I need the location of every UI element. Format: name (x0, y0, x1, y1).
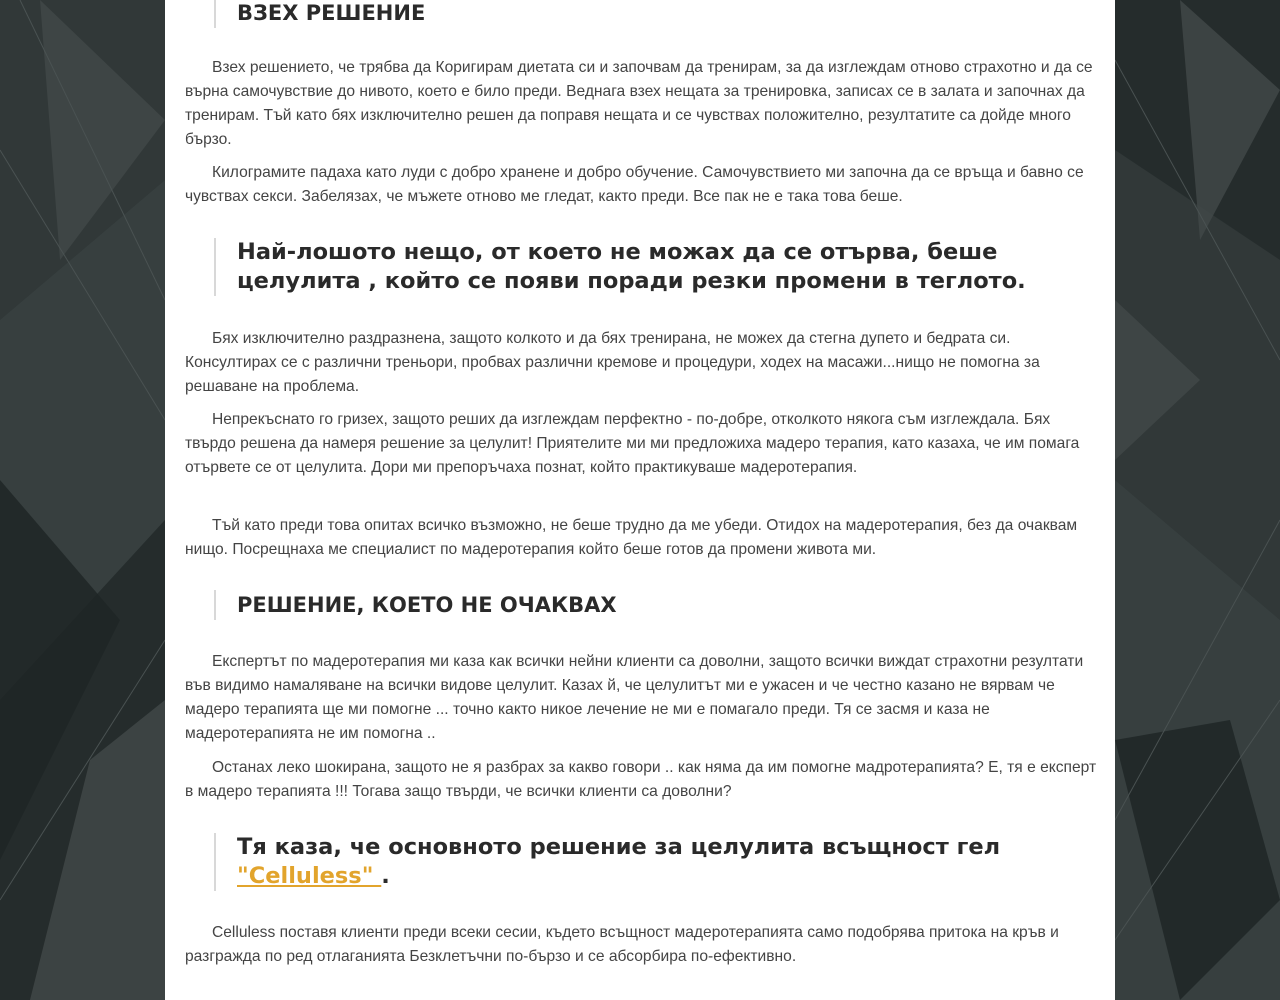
article-paragraph: Останах леко шокирана, защото не я разбрах за какво говори .. как няма да им помогне мадротерапията? Е, тя е експерт в мадеро терапията !!! Тогава защо твърди, че всички клиенти са доволни? (185, 759, 1097, 800)
article-paragraph: Celluless поставя клиенти преди всеки сесии, където всъщност мадеротерапията само подобрява притока на кръв и разгражда по ред отлаганията Безклетъчни по-бързо и се абсорбира по-ефективно. (185, 924, 1059, 965)
article-paragraph: Взех решението, че трябва да Коригирам диетата си и започвам да тренирам, за да изглеждам отново страхотно и да се върна самочувствие до нивото, което е било преди. Веднага взех нещата за тренировка, записах се в залата и започнах да тренирам. Тъй като бях изключително решен да поправя нещата и се чувствах положително, резултатите са дойде много бързо. (185, 59, 1093, 148)
article-content (165, 0, 1115, 1000)
quote-cellulite-problem (214, 238, 1026, 296)
quote-line: целулита , който се появи поради резки промени в теглото. (237, 268, 1026, 294)
section-heading-decision: ВЗЕХ РЕШЕНИЕ (214, 0, 425, 28)
article-paragraph: Експертът по мадеротерапия ми каза как всички нейни клиенти са доволни, защото всички виждат страхотни резултати във видимо намаляване на всички видове целулит. Казах й, че целулитът ми е ужасен и че честно казано не вярвам че мадеро терапията ще ми помогне ... точно както никое лечение не ми е помагало преди. Тя се засмя и каза не мадеротерапията не им помогна .. (185, 653, 1084, 742)
article-paragraph: Тъй като преди това опитах всичко възможно, не беше трудно да ме убеди. Отидох на мадеротерапия, без да очаквам нищо. Посрещнаха ме специалист по мадеротерапия който беше готов да промени живота ми. (185, 517, 1078, 558)
section-heading-unexpected-solution: РЕШЕНИЕ, КОЕТО НЕ ОЧАКВАХ (214, 590, 617, 620)
celluless-link[interactable]: "Celluless" (237, 863, 382, 889)
quote-line: Най-лошото нещо, от което не можах да се отърва, беше (237, 239, 998, 265)
article-paragraph: Непрекъснато го гризех, защото реших да изглеждам перфектно - по-добре, отколкото някога съм изглеждала. Бях твърдо решена да намеря решение за целулит! Приятелите ми ми предложиха мадеро терапия, като казаха, че им помага отървете се от целулита. Дори ми препоръчаха познат, който практикуваше мадеротерапия. (185, 411, 1080, 476)
quote-celluless-solution (214, 833, 1000, 891)
article-paragraph: Бях изключително раздразнена, защото колкото и да бях тренирана, не можех да стегна дупето и бедрата си. Консултирах се с различни треньори, пробвах различни кремове и процедури, ходех на масажи...нищо не помогна за решаване на проблема. (185, 330, 1040, 395)
article-paragraph: Килограмите падаха като луди с добро хранене и добро обучение. Самочувствието ми започна да се връща и бавно се чувствах секси. Забелязах, че мъжете отново ме гледат, както преди. Все пак не е така това беше. (185, 164, 1084, 205)
quote-line: Тя каза, че основното решение за целулита всъщност гел (237, 834, 1001, 860)
quote-end: . (381, 863, 390, 889)
